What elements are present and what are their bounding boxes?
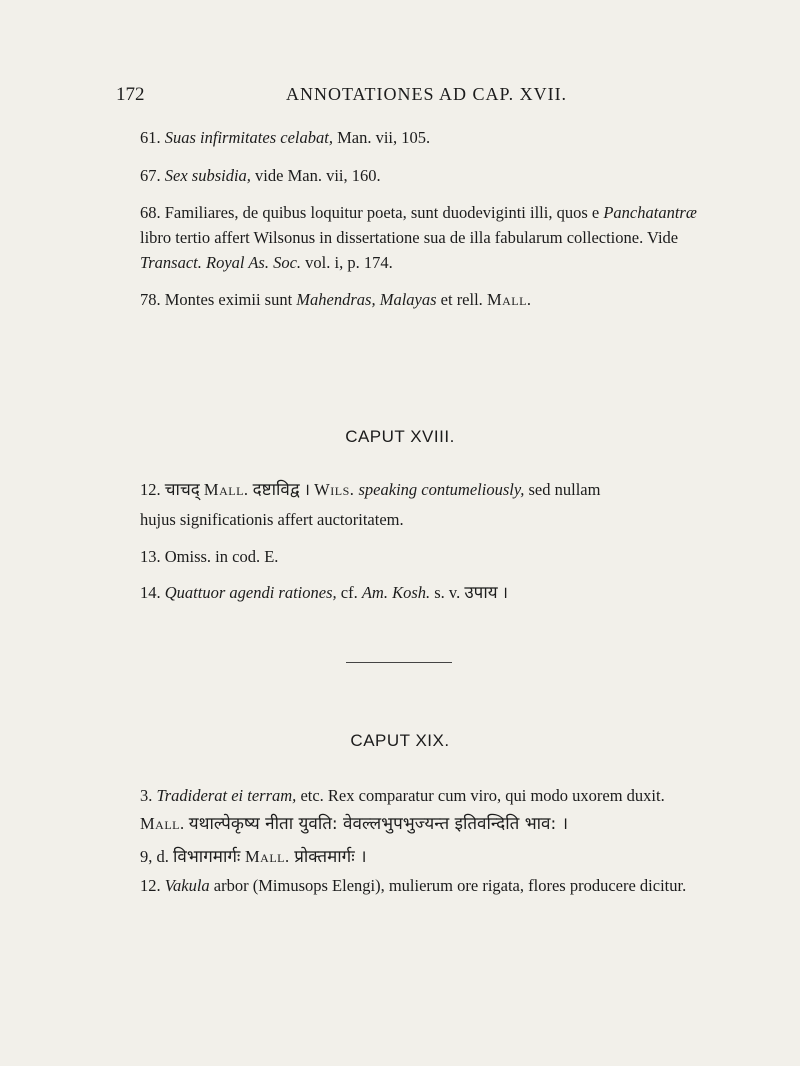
caput-xix-heading: CAPUT XIX. (350, 731, 450, 750)
note-xviii-12-line-1: 12. चाचद् Mall. दष्टाविद्व । Wils. speaking contumeliously, sed nullam (140, 480, 601, 500)
note-xix-3-line-2: Mall. यथाल्पेकृष्य नीता युवति: वेवल्लभुपभुज्यन्त इतिवन्दिति भाव: । (140, 814, 569, 834)
note-xix-9: 9, d. विभागमार्गः Mall. प्रोक्तमार्गः । (140, 847, 367, 867)
note-61: 61. Suas infirmitates celabat, Man. vii, 105. (140, 128, 431, 147)
note-67: 67. Sex subsidia, vide Man. vii, 160. (140, 166, 381, 185)
note-xviii-14: 14. Quattuor agendi rationes, cf. Am. Kosh. s. v. उपाय । (140, 583, 508, 603)
running-title: ANNOTATIONES AD CAP. XVII. (286, 84, 568, 104)
page-header (0, 84, 800, 108)
note-68-line-3: Transact. Royal As. Soc. vol. i, p. 174. (140, 253, 393, 272)
note-xix-3-line-1: 3. Tradiderat ei terram, etc. Rex comparatur cum viro, qui modo uxorem duxit. (140, 786, 665, 805)
section-divider (346, 662, 452, 663)
note-68-line-1: 68. Familiares, de quibus loquitur poeta, sunt duodeviginti illi, quos e Panchatantræ (140, 203, 697, 222)
note-68-line-2: libro tertio affert Wilsonus in dissertatione sua de illa fabularum collectione. Vide (140, 228, 679, 247)
page-number: 172 (116, 84, 145, 105)
note-78: 78. Montes eximii sunt Mahendras, Malayas et rell. Mall. (140, 290, 532, 309)
note-xix-12: 12. Vakula arbor (Mimusops Elengi), mulierum ore rigata, flores producere dicitur. (140, 876, 687, 895)
note-xviii-13: 13. Omiss. in cod. E. (140, 547, 279, 566)
caput-xviii-heading: CAPUT XVIII. (345, 427, 455, 446)
note-xviii-12-line-2: hujus significationis affert auctoritatem. (140, 510, 404, 529)
